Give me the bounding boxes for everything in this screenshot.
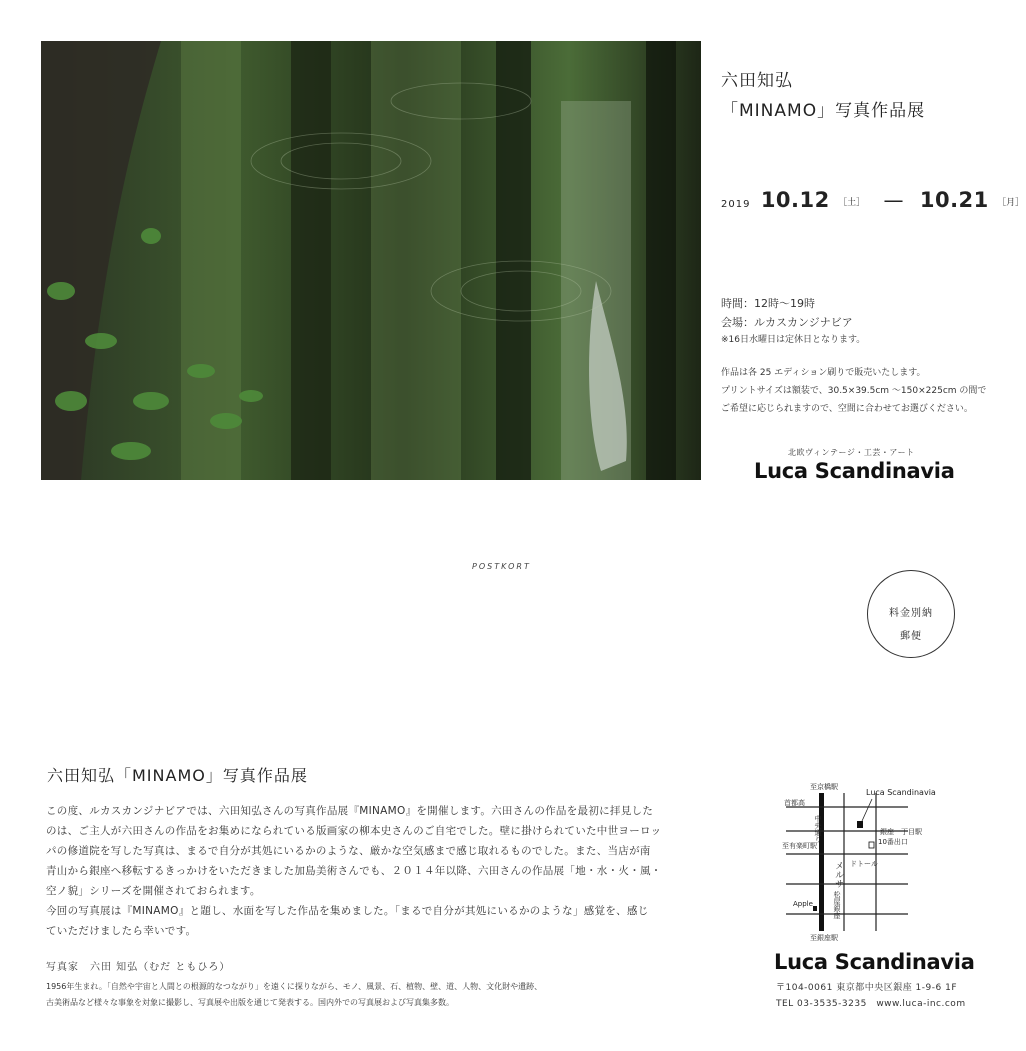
map-label-kyobashi: 至京橋駅 — [810, 783, 838, 791]
map-label-ginza-station: 銀座一丁目駅 — [880, 828, 922, 836]
access-map — [776, 779, 948, 944]
brand-logo: Luca Scandinavia — [754, 459, 955, 483]
edition-line: 作品は各 25 エディション刷りで販売いたします。 — [721, 368, 926, 378]
description-line: ていただけましたら幸いです。 — [46, 925, 197, 937]
edition-line: プリントサイズは額装で、30.5×39.5cm 〜150×225cm の間で — [721, 386, 987, 396]
postkort-label: POSTKORT — [472, 562, 531, 571]
description-line: パの修道院を写した写真は、まるで自分が其処にいるかのような、厳かな空気感まで感じ取れるものでした。また、当店が南 — [46, 845, 651, 857]
footer-logo: Luca Scandinavia — [774, 950, 975, 974]
map-label-ginza: 至銀座駅 — [810, 934, 838, 942]
map-label-chuo-dori: 中央通り — [814, 815, 822, 843]
date-dash: — — [883, 188, 904, 212]
logo-subtitle: 北欧ヴィンテージ・工芸・アート — [788, 448, 915, 457]
venue: 会場：ルカスカンジナビア — [721, 316, 853, 329]
reflection-photo — [41, 41, 701, 480]
date-end-dow: ［月］ — [997, 198, 1025, 208]
bio-line: 1956年生まれ。「自然や宇宙と人間との根源的なつながり」を遠くに探りながら、モノ、風景、石、植物、壁、道、人物、文化財や遺跡、 — [46, 982, 543, 991]
map-label-yurakucho: 至有楽町駅 — [782, 842, 817, 850]
date-start: 10.12 — [760, 188, 830, 212]
description-line: 空ノ貌」シリーズを開催されておられます。 — [46, 885, 261, 897]
footer-address: 〒104-0061 東京都中央区銀座 1-9-6 1F — [776, 983, 957, 993]
stamp-text: 料金別納 — [889, 608, 933, 619]
map-label-exit: 10番出口 — [878, 838, 908, 846]
event-info — [721, 294, 865, 348]
date-year: 2019 — [721, 199, 751, 210]
description-line: のは、ご主人が六田さんの作品をお集めになられている版画家の柳本史さんのご自宅でした。壁に掛けられていた中世ヨーロッ — [46, 825, 662, 837]
description-line: 今回の写真展は『MINAMO』と題し、水面を写した作品を集めました。「まるで自分が其処にいるかのような」感覚を、感じ — [46, 905, 649, 917]
map-label-apple: Apple — [793, 900, 813, 908]
edition-line: ご希望に応じられますので、空間に合わせてお選びください。 — [721, 404, 973, 414]
stamp-text: 郵便 — [900, 631, 922, 642]
date-end: 10.21 — [919, 188, 989, 212]
artist-name: 六田知弘 — [721, 71, 793, 91]
exhibition-title: 「MINAMO」写真作品展 — [721, 101, 926, 121]
exhibition-dates — [721, 188, 1026, 212]
map-label-matsuya: 松屋銀座 — [833, 891, 841, 919]
footer-tel: TEL 03-3535-3235 www.luca-inc.com — [776, 999, 966, 1009]
water-reflection-image — [41, 41, 701, 480]
map-label-doutor: ドトール — [850, 860, 878, 868]
map-label-expressway: 首都高 — [784, 799, 805, 807]
closed-note: ※16日水曜日は定休日となります。 — [721, 335, 866, 345]
description — [46, 801, 686, 941]
description-line: 青山から銀座へ移転するきっかけをいただきました加島美術さんでも、２０１４年以降、六田さんの作品展「地・水・火・風・ — [46, 865, 662, 877]
exhibition-title-block — [721, 66, 925, 126]
map-label-shop: Luca Scandinavia — [866, 788, 936, 797]
photographer-name: 写真家 六田 知弘（むだ ともひろ） — [46, 962, 231, 973]
hours: 時間：12時〜19時 — [721, 297, 815, 310]
map-label-melsa: メルサ — [833, 861, 843, 888]
date-start-dow: ［土］ — [838, 198, 866, 208]
bottom-title: 六田知弘「MINAMO」写真作品展 — [47, 766, 308, 785]
photographer-bio — [46, 979, 686, 1011]
bio-line: 古美術品など様々な事象を対象に撮影し、写真展や出版を通じて発表する。国内外での写真展および写真集多数。 — [46, 998, 454, 1007]
edition-info — [721, 364, 986, 418]
description-line: この度、ルカスカンジナビアでは、六田知弘さんの写真作品展『MINAMO』を開催します。六田さんの作品を最初に拝見した — [46, 805, 654, 817]
